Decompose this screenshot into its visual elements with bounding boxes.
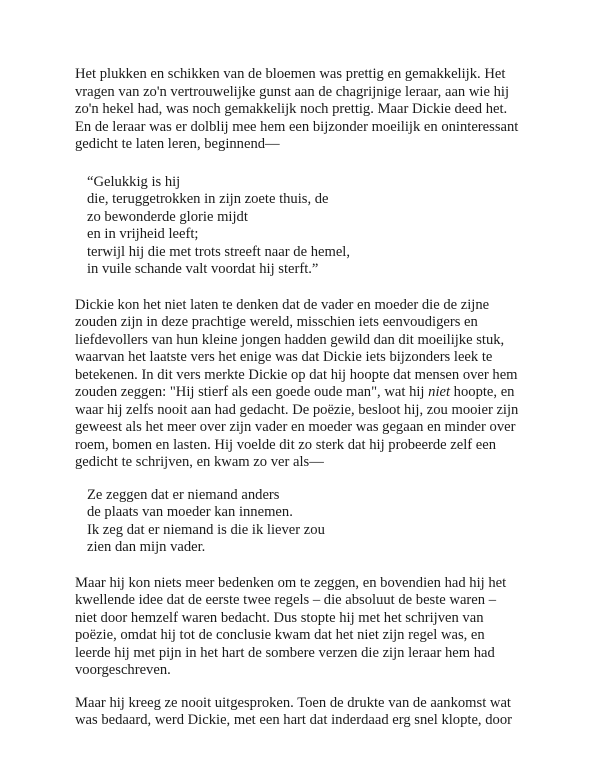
text-line: was bedaard, werd Dickie, met een hart dat inderdaad erg snel klopte, door [75, 712, 512, 728]
text-line: roem, bomen en lasten. Hij voelde dit zo sterk dat hij probeerde zelf een [75, 436, 497, 453]
text-line: gedicht te schrijven, en kwam zo ver als— [75, 454, 324, 470]
poem-line: en in vrijheid leeft; [87, 226, 199, 242]
poem-line: de plaats van moeder kan innemen. [87, 504, 293, 520]
page-body [75, 66, 545, 745]
poem-line: in vuile schande valt voordat hij sterft.” [87, 261, 319, 277]
text-line: poëzie, omdat hij tot de conclusie kwam dat het niet zijn regel was, en [75, 627, 485, 643]
text-segment: hoopte, en [450, 384, 515, 400]
text-line: waarvan het laatste vers het enige was dat Dickie iets bijzonders leek te [75, 349, 493, 365]
text-line: liefdevollers van hun kleine jongen hadden gewild dan dit moeilijke stuk, [75, 331, 505, 348]
text-line: geweest als het meer over zijn vader en moeder was gegaan en minder over [75, 419, 516, 435]
text-segment: zouden zeggen: "Hij stierf als een goede oude man", wat hij [75, 384, 429, 400]
text-line: En de leraar was er dolblij mee hem een bijzonder moeilijk en oninteressant [75, 118, 519, 135]
poem-quote-1 [87, 174, 545, 279]
paragraph-4 [75, 695, 545, 730]
poem-line: Ik zeg dat er niemand is die ik liever zou [87, 521, 325, 538]
text-line: waar hij zelfs nooit aan had gedacht. De poëzie, besloot hij, zou mooier zijn [75, 401, 519, 418]
paragraph-1 [75, 66, 545, 154]
poem-line: zien dan mijn vader. [87, 539, 206, 555]
poem-line: “Gelukkig is hij [87, 173, 181, 190]
text-line: leerde hij met pijn in het hart de sombere verzen die zijn leraar hem had [75, 644, 495, 661]
text-line: zouden zijn in deze prachtige wereld, misschien iets eenvoudigers en [75, 314, 478, 330]
poem-line: zo bewonderde glorie mijdt [87, 208, 248, 225]
text-line: niet door hemzelf waren bedacht. Dus stopte hij met het schrijven van [75, 609, 484, 626]
paragraph-3 [75, 575, 545, 680]
text-line: kwellende idee dat de eerste twee regels – die absoluut de beste waren – [75, 592, 497, 608]
text-line: voorgeschreven. [75, 662, 171, 678]
text-line: Maar hij kreeg ze nooit uitgesproken. Toen de drukte van de aankomst wat [75, 694, 511, 711]
text-line: Maar hij kon niets meer bedenken om te zeggen, en bovendien had hij het [75, 574, 507, 591]
text-line-with-emphasis [75, 384, 545, 402]
text-line: Dickie kon het niet laten te denken dat de vader en moeder die de zijne [75, 296, 490, 313]
poem-quote-2 [87, 487, 545, 557]
text-line: betekenen. In dit vers merkte Dickie op dat hij hoopte dat mensen over hem [75, 366, 518, 383]
text-line: gedicht te laten leren, beginnend— [75, 136, 280, 152]
emphasis-word: niet [428, 384, 451, 400]
poem-line: Ze zeggen dat er niemand anders [87, 486, 280, 503]
poem-line: die, teruggetrokken in zijn zoete thuis, de [87, 191, 329, 207]
text-line: vragen van zo'n vertrouwelijke gunst aan de chagrijnige leraar, aan wie hij [75, 83, 509, 100]
text-line: zo'n hekel had, was noch gemakkelijk noch prettig. Maar Dickie deed het. [75, 101, 508, 117]
text-line: Het plukken en schikken van de bloemen was prettig en gemakkelijk. Het [75, 66, 506, 82]
paragraph-2 [75, 297, 545, 472]
poem-line: terwijl hij die met trots streeft naar de hemel, [87, 243, 351, 260]
